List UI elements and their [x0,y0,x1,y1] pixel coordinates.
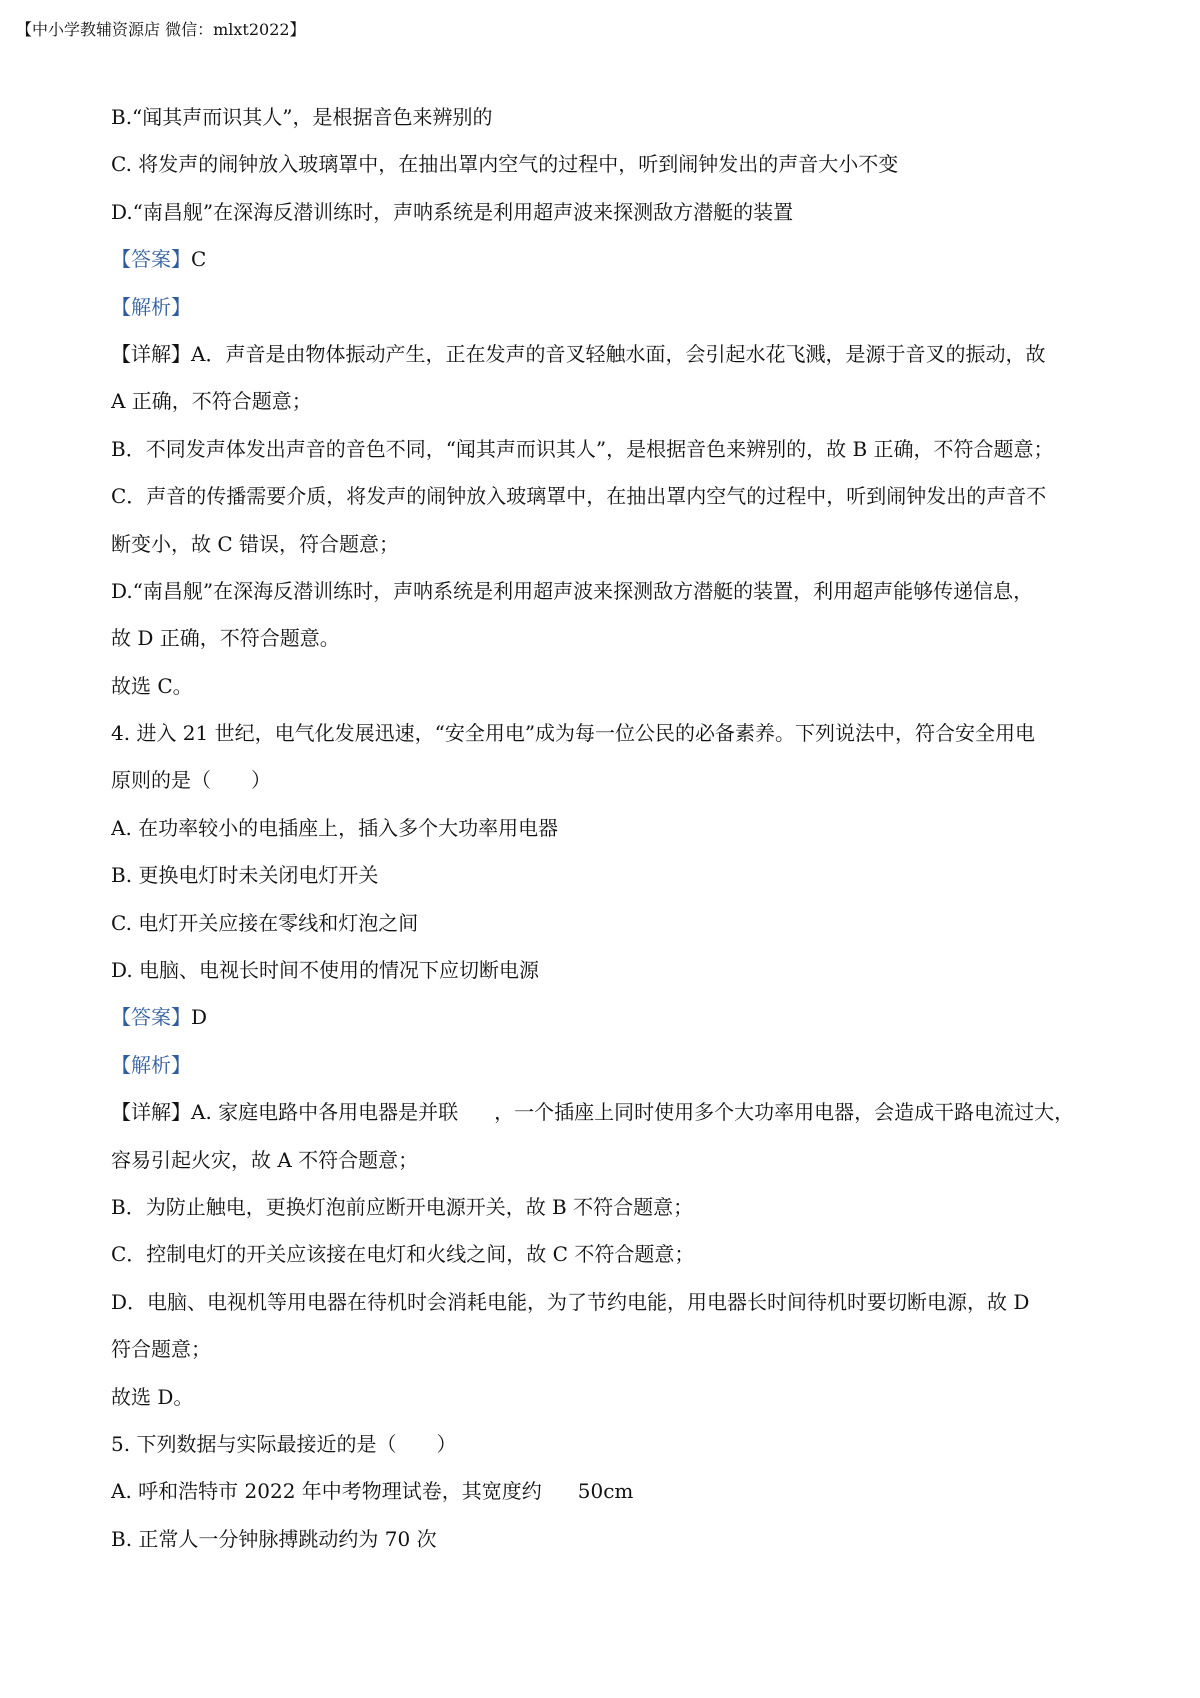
q5-option-b: B. 正常人一分钟脉搏跳动约为 70 次 [111,1526,437,1551]
page-header: 【中小学教辅资源店 微信：mlxt2022】 [16,20,306,39]
q4-detail-line: 容易引起火灾，故 A 不符合题意； [111,1147,419,1172]
detail-text: A. 家庭电路中各用电器是并联 [191,1100,459,1125]
detail-text: ，一个插座上同时使用多个大功率用电器，会造成干路电流过大， [494,1100,1075,1125]
q4-detail-line: 符合题意； [111,1337,211,1362]
detail-tag: 【详解】 [111,341,191,366]
q3-detail-line: A 正确，不符合题意； [111,389,312,414]
q5-stem: 5. 下列数据与实际最接近的是（ ） [111,1431,457,1456]
q4-detail-line [111,1089,1101,1136]
q4-conclusion: 故选 D。 [111,1384,194,1409]
q4-option-c: C. 电灯开关应接在零线和灯泡之间 [111,910,419,935]
answer-value: D [191,1005,208,1030]
q4-detail-line: B．为防止触电，更换灯泡前应断开电源开关，故 B 不符合题意； [111,1194,694,1219]
q5-option-a [111,1468,1101,1515]
q4-detail-line: D．电脑、电视机等用电器在待机时会消耗电能，为了节约电能，用电器长时间待机时要切断电源，故 D [111,1289,1030,1314]
detail-tag: 【详解】 [111,1100,191,1125]
answer-value: C [191,247,207,272]
detail-text: A．声音是由物体振动产生，正在发声的音叉轻触水面，会引起水花飞溅，是源于音叉的振动，故 [191,341,1046,366]
document-body [111,94,1101,1563]
q4-option-d: D. 电脑、电视长时间不使用的情况下应切断电源 [111,958,540,983]
answer-tag: 【答案】 [111,1005,191,1030]
answer-tag: 【答案】 [111,247,191,272]
q4-stem: 4. 进入 21 世纪，电气化发展迅速，“安全用电”成为每一位公民的必备素养。下列说法中，符合安全用电 [111,721,1036,746]
q3-detail-line: 断变小，故 C 错误，符合题意； [111,531,400,556]
option-text: A. 呼和浩特市 2022 年中考物理试卷，其宽度约 [111,1479,542,1504]
q3-analysis-tag: 【解析】 [111,294,191,319]
q3-detail-line: B．不同发声体发出声音的音色不同，“闻其声而识其人”，是根据音色来辨别的，故 B 正确，不符合题意； [111,436,1054,461]
q3-option-c: C. 将发声的闹钟放入玻璃罩中，在抽出罩内空气的过程中，听到闹钟发出的声音大小不变 [111,152,899,177]
q3-conclusion: 故选 C。 [111,673,193,698]
q3-detail-line: D.“南昌舰”在深海反潜训练时，声呐系统是利用超声波来探测敌方潜艇的装置，利用超声能够传递信息， [111,578,1034,603]
q4-option-a: A. 在功率较小的电插座上，插入多个大功率用电器 [111,815,559,840]
q4-analysis-tag: 【解析】 [111,1052,191,1077]
q4-answer [111,994,1101,1041]
q3-option-d: D.“南昌舰”在深海反潜训练时，声呐系统是利用超声波来探测敌方潜艇的装置 [111,199,794,224]
q4-stem: 原则的是（ ） [111,768,271,793]
q4-option-b: B. 更换电灯时未关闭电灯开关 [111,863,379,888]
q3-detail-line [111,331,1101,378]
q3-detail-line: 故 D 正确，不符合题意。 [111,626,340,651]
q3-answer [111,236,1101,283]
q3-detail-line: C．声音的传播需要介质，将发声的闹钟放入玻璃罩中，在抽出罩内空气的过程中，听到闹钟发出的声音不 [111,484,1047,509]
q4-detail-line: C．控制电灯的开关应该接在电灯和火线之间，故 C 不符合题意； [111,1242,695,1267]
q3-option-b: B.“闻其声而识其人”，是根据音色来辨别的 [111,105,493,129]
option-value: 50cm [577,1479,634,1504]
